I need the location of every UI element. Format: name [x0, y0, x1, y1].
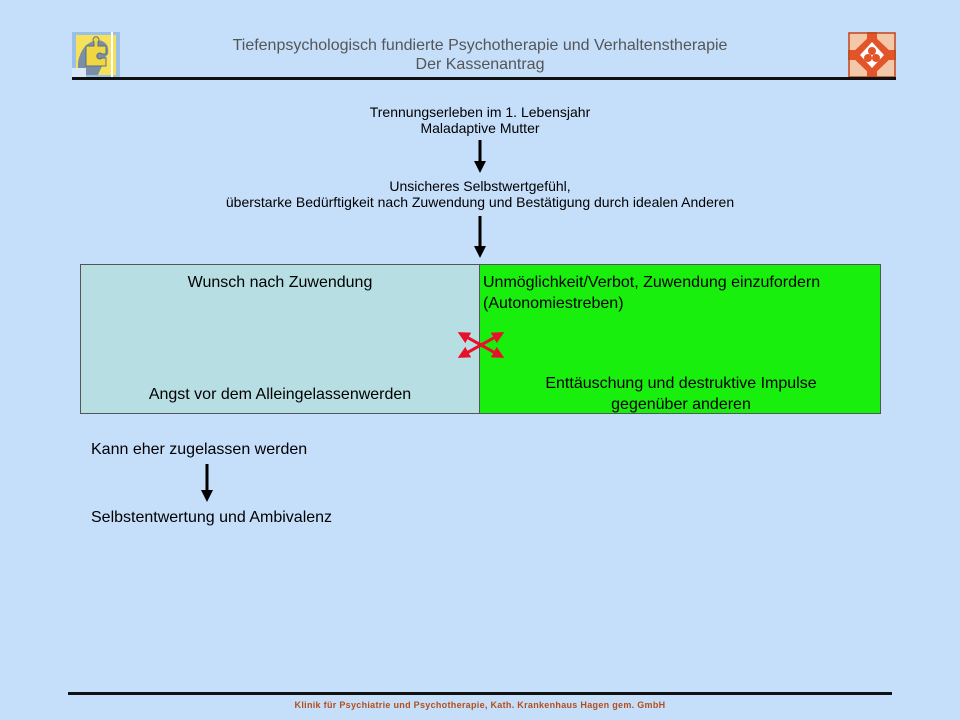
- allowed-text: Kann eher zugelassen werden: [91, 441, 308, 458]
- fear-label: Angst vor dem Alleingelassenwerden: [148, 386, 412, 403]
- self-devaluation-text: Selbstentwertung und Ambivalenz: [91, 509, 333, 526]
- cross-arrows-icon: [463, 335, 499, 355]
- self-esteem-text: Unsicheres Selbstwertgefühl, überstarke Bedürftigkeit nach Zuwendung und Bestätigung durch idealen Anderen: [225, 178, 735, 210]
- prohibition-label: Unmöglichkeit/Verbot, Zuwendung einzufordern (Autonomiestreben): [483, 274, 821, 312]
- title-line-1: Tiefenpsychologisch fundierte Psychotherapie und Verhaltenstherapie: [232, 37, 728, 54]
- origin-text: Trennungserleben im 1. Lebensjahr Maladaptive Mutter: [369, 104, 591, 136]
- wish-label: Wunsch nach Zuwendung: [187, 274, 373, 291]
- title-line-2: Der Kassenantrag: [415, 56, 545, 73]
- disappointment-label: Enttäuschung und destruktive Impulse gegenüber anderen: [545, 375, 817, 413]
- footer-divider: [68, 692, 892, 695]
- footer-text: Klinik für Psychiatrie und Psychotherapie, Kath. Krankenhaus Hagen gem. GmbH: [294, 700, 666, 710]
